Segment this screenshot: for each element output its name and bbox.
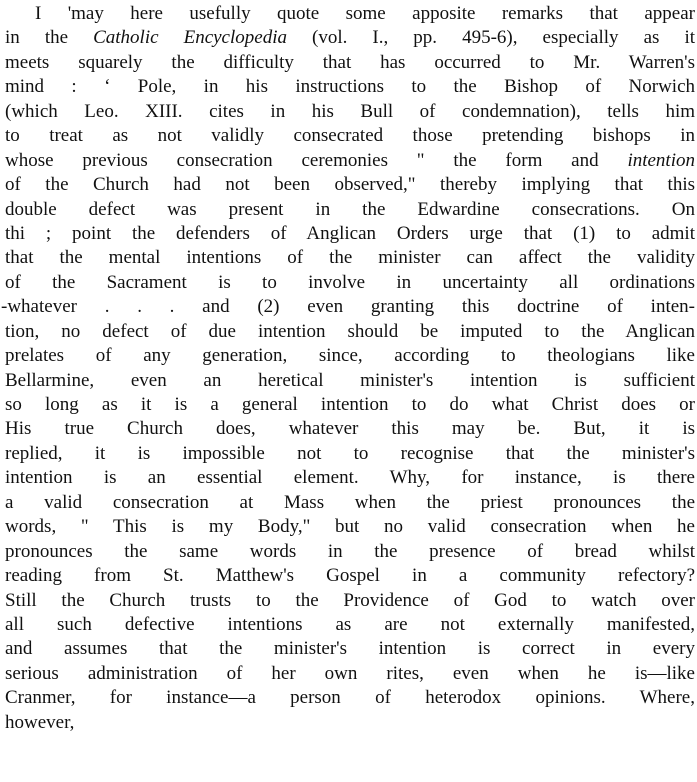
text-line: all such defective intentions as are not externally manifested, — [5, 613, 695, 635]
text-line: I 'may here usefully quote some apposite remarks that appear — [35, 3, 695, 24]
text-line: (which Leo. XIII. cites in his Bull of condemnation), tells him — [5, 100, 695, 122]
body-text — [1, 2, 695, 735]
text-line: Cranmer, for instance—a person of heterodox opinions. Where, — [5, 687, 695, 709]
text-line: that the mental intentions of the minister can affect the validity — [5, 247, 695, 269]
text-line: and assumes that the minister's intention is correct in every — [5, 638, 695, 660]
text-line: meets squarely the difficulty that has occurred to Mr. Warren's — [5, 51, 695, 73]
text-line: to treat as not validly consecrated those pretending bishops in — [5, 125, 695, 147]
text-line: so long as it is a general intention to do what Christ does or — [5, 394, 695, 415]
text-line: intention is an essential element. Why, for instance, is there — [5, 467, 695, 489]
text-line: His true Church does, whatever this may be. But, it is — [5, 418, 695, 440]
text-line: of the Sacrament is to involve in uncertainty all ordinations — [5, 271, 695, 293]
text-line: however, — [5, 711, 75, 733]
text-line: tion, no defect of due intention should be imputed to the Anglican — [5, 320, 695, 342]
text-line: Still the Church trusts to the Providence of God to watch over — [5, 589, 695, 611]
text-line: Bellarmine, even an heretical minister's intention is sufficient — [5, 369, 695, 391]
text-line: reading from St. Matthew's Gospel in a community refectory? — [5, 565, 695, 587]
text-line: a valid consecration at Mass when the priest pronounces the — [5, 491, 695, 513]
text-line: in the Catholic Encyclopedia (vol. I., pp. 495-6), especially as it — [5, 27, 695, 49]
text-line: -whatever . . . and (2) even granting this doctrine of inten- — [1, 296, 695, 318]
text-line: of the Church had not been observed," thereby implying that this — [5, 174, 695, 196]
text-line: prelates of any generation, since, according to theologians like — [5, 345, 695, 367]
text-line: replied, it is impossible not to recognise that the minister's — [5, 442, 695, 464]
text-line: double defect was present in the Edwardine consecrations. On — [5, 198, 695, 220]
text-line: mind : ‘ Pole, in his instructions to the Bishop of Norwich — [5, 76, 695, 98]
text-line: whose previous consecration ceremonies " the form and intention — [5, 149, 695, 171]
text-line: pronounces the same words in the presence of bread whilst — [5, 540, 695, 562]
text-line: serious administration of her own rites, even when he is—like — [5, 662, 695, 684]
text-line: words, " This is my Body," but no valid consecration when he — [5, 516, 695, 538]
text-line: thi ; point the defenders of Anglican Orders urge that (1) to admit — [5, 222, 695, 244]
